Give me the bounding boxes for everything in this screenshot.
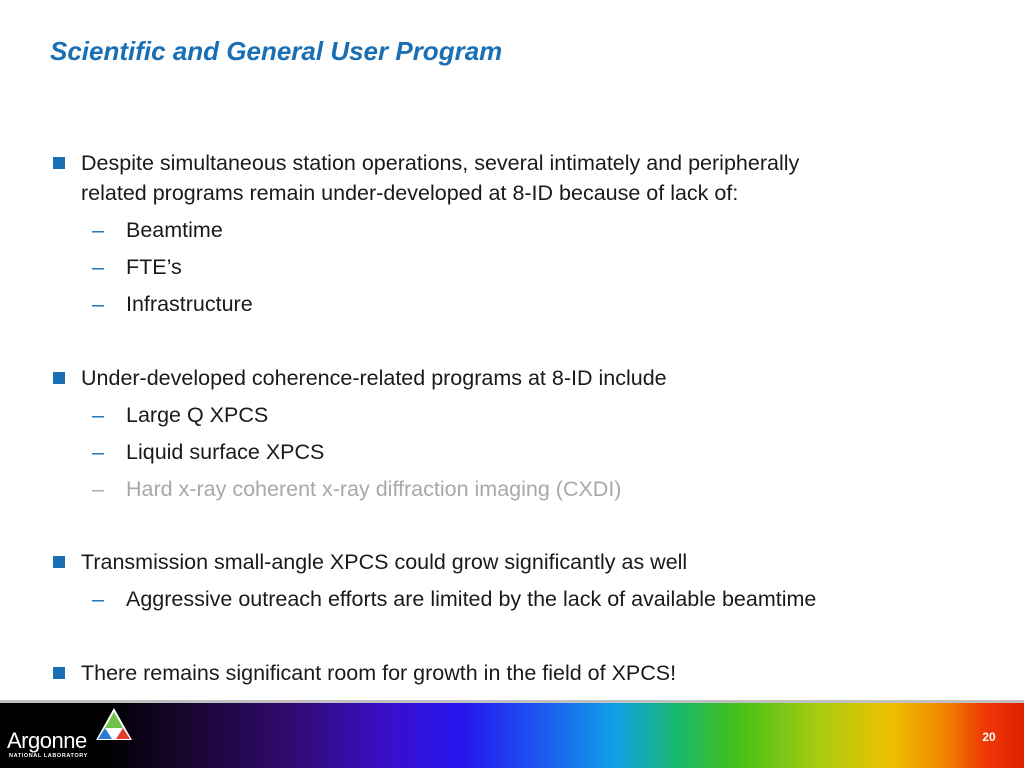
dash-bullet-icon: –	[92, 218, 104, 242]
sub-bullet-text: Liquid surface XPCS	[126, 440, 325, 464]
dash-bullet-icon: –	[92, 292, 104, 316]
sub-bullet-text: Large Q XPCS	[126, 403, 269, 427]
logo-subtitle: NATIONAL LABORATORY	[9, 753, 88, 759]
dash-bullet-icon: –	[92, 403, 104, 427]
square-bullet-icon	[53, 157, 65, 169]
sub-bullet-text: Infrastructure	[126, 292, 253, 316]
square-bullet-icon	[53, 667, 65, 679]
logo-name: Argonne	[7, 728, 87, 753]
argonne-triangle-icon	[94, 706, 134, 742]
square-bullet-icon	[53, 556, 65, 568]
sub-bullet-text: Beamtime	[126, 218, 223, 242]
bullet-text: Transmission small-angle XPCS could grow significantly as well	[81, 550, 688, 574]
bullet-text: Despite simultaneous station operations, several intimately and peripherally	[81, 151, 800, 175]
footer-divider	[0, 700, 1024, 703]
square-bullet-icon	[53, 372, 65, 384]
dash-bullet-icon: –	[92, 587, 104, 611]
footer-spectrum-bar	[0, 700, 1024, 768]
slide-title: Scientific and General User Program	[50, 36, 503, 66]
bullet-text: Under-developed coherence-related programs at 8-ID include	[81, 366, 667, 390]
sub-bullet-text: Aggressive outreach efforts are limited by the lack of available beamtime	[126, 587, 817, 611]
dash-bullet-icon: –	[92, 440, 104, 464]
dash-bullet-icon: –	[92, 477, 104, 501]
bullet-text: related programs remain under-developed at 8-ID because of lack of:	[81, 181, 739, 205]
bullet-text: There remains significant room for growth in the field of XPCS!	[81, 661, 677, 685]
sub-bullet-text: FTE’s	[126, 255, 182, 279]
dash-bullet-icon: –	[92, 255, 104, 279]
page-number: 20	[982, 730, 996, 744]
sub-bullet-text: Hard x-ray coherent x-ray diffraction imaging (CXDI)	[126, 477, 622, 501]
